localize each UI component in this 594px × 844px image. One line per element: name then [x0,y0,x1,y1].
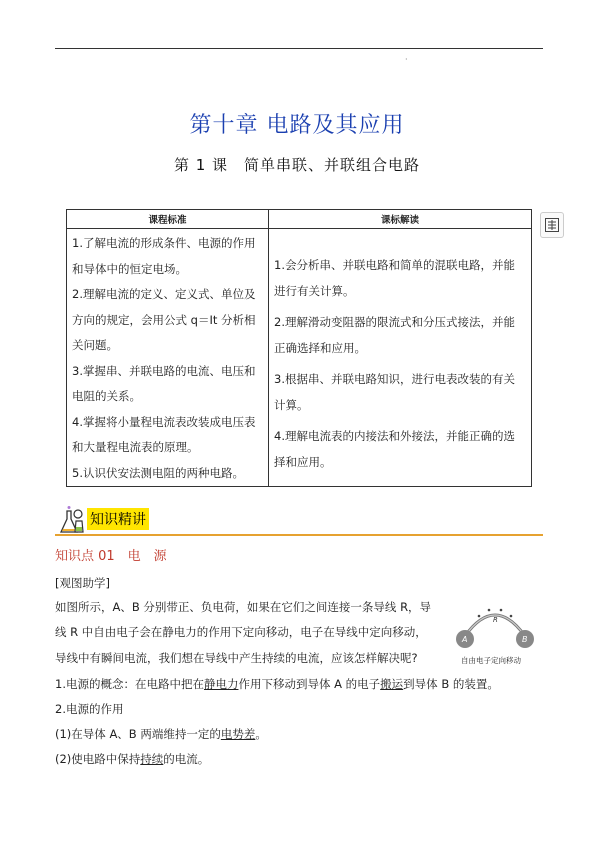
role-text: 的电流。 [163,752,210,766]
header-rule [55,48,543,49]
role-text: (2)使电路中保持 [55,752,141,766]
interp-line: 进行有关计算。 [274,283,355,298]
dot-mark: · [405,55,408,64]
interp-line: 择和应用。 [274,454,332,469]
label-r: R [493,616,498,624]
interp-line: 2.理解滑动变阻器的限流式和分压式接法，并能 [274,315,515,329]
label-b: B [522,635,528,644]
role-text: (1)在导体 A、B 两端维持一定的 [55,727,221,741]
standard-line: 方向的规定，会用公式 q＝It 分析相 [72,312,256,327]
lesson-title: 第 1 课 简单串联、并联组合电路 [173,156,421,174]
col-header-interpretation: 课标解读 [269,210,532,229]
standard-line: 和导体中的恒定电场。 [72,261,187,276]
interp-line: 4.理解电流表的内接法和外接法，并能正确的选 [274,429,515,443]
underlined-term: 持续 [140,752,164,766]
role-item [55,726,267,742]
chapter-title: 第十章 电路及其应用 [189,113,405,138]
standard-line: 5.认识伏安法测电阻的两种电路。 [72,465,244,480]
knowledge-point-title: 知识点 01 电 源 [55,549,167,564]
role-item [55,751,209,767]
underlined-term: 电势差 [220,727,256,741]
figure-caption: 自由电子定向移动 [461,656,521,665]
standard-line: 和大量程电流表的原理。 [72,440,199,454]
col-header-standards: 课程标准 [67,210,269,229]
def-text: 到导体 B 的装置。 [403,677,499,691]
underlined-term: 静电力 [203,677,239,691]
standard-line: 2.理解电流的定义、定义式、单位及 [72,287,256,301]
section-badge: 知识精讲 [87,508,149,530]
underlined-term: 搬运 [380,677,404,691]
power-definition [55,676,499,692]
paragraph-line: 如图所示，A、B 分别带正、负电荷，如果在它们之间连接一条导线 R，导 [55,600,432,614]
qr-code-icon[interactable] [540,212,564,238]
role-text: 。 [255,727,267,741]
paragraph-line: 线 R 中自由电子会在静电力的作用下定向移动，电子在导线中定向移动， [55,625,427,639]
standard-line: 4.掌握将小量程电流表改装成电压表 [72,414,256,429]
def-text: 1.电源的概念：在电路中把在 [55,677,204,691]
interp-line: 计算。 [274,397,309,412]
standard-line: 1.了解电流的形成条件、电源的作用 [72,236,256,250]
curriculum-table [66,209,532,487]
paragraph-line: 导线中有瞬间电流，我们想在导线中产生持续的电流，应该怎样解决呢? [55,651,418,665]
interp-line: 正确选择和应用。 [274,340,366,355]
interp-line: 3.根据串、并联电路知识，进行电表改装的有关 [274,372,515,386]
standard-line: 3.掌握串、并联电路的电流、电压和 [72,363,256,378]
def-text: 作用下移动到导体 A 的电子 [238,677,381,691]
standards-cell [67,229,269,487]
section-rule [55,534,543,536]
interp-line: 1.会分析串、并联电路和简单的混联电路，并能 [274,258,515,272]
label-a: A [462,635,468,644]
interpretation-cell [269,229,532,487]
standard-line: 关问题。 [72,338,118,352]
role-heading: 2.电源的作用 [55,702,124,716]
standard-line: 电阻的关系。 [72,389,141,403]
guide-label: [观图助学] [55,576,110,590]
